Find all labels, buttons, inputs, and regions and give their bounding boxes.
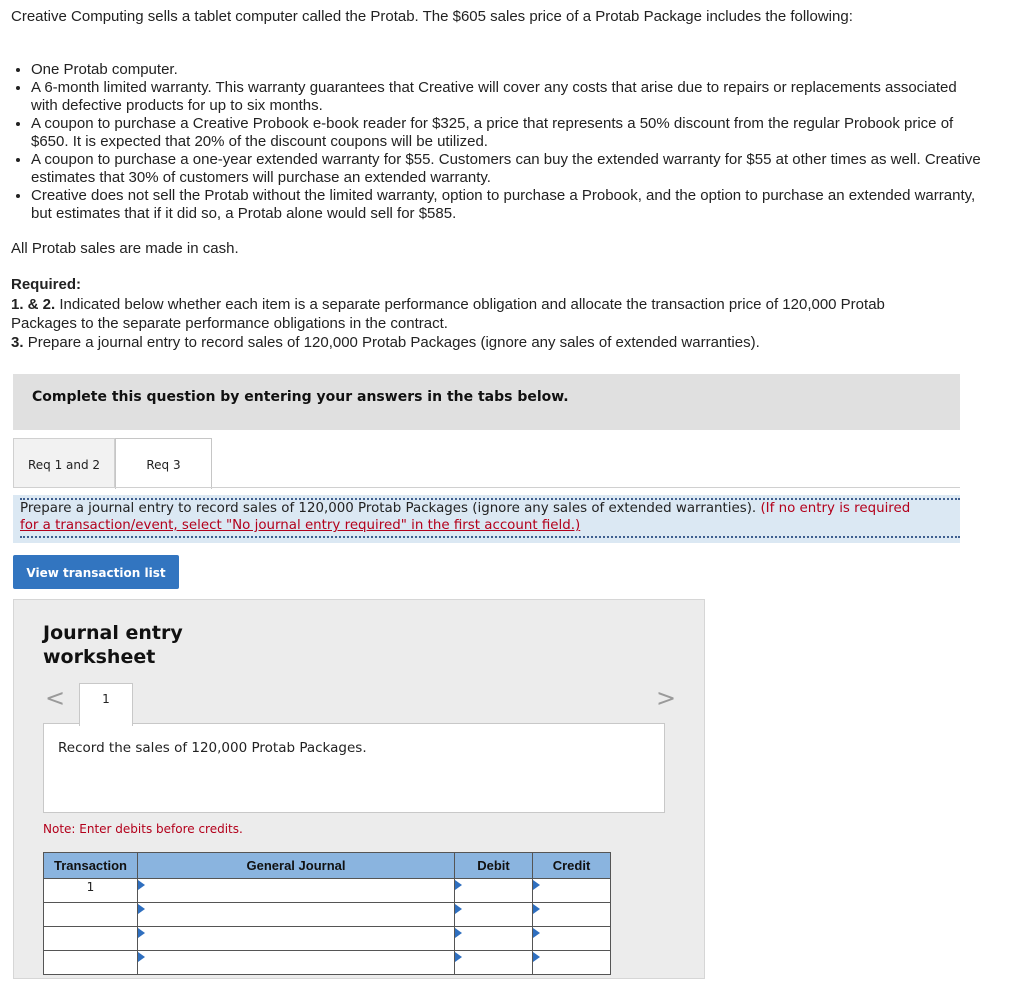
instruction-main: Prepare a journal entry to record sales of 120,000 Protab Packages (ignore any sales of extended warranties). <box>20 501 757 516</box>
transaction-description: Record the sales of 120,000 Protab Packages. <box>58 740 367 756</box>
debit-input[interactable] <box>455 927 533 951</box>
transaction-number <box>44 903 138 927</box>
debit-input[interactable] <box>455 903 533 927</box>
column-header-credit: Credit <box>533 853 611 879</box>
list-item: • A 6-month limited warranty. This warranty guarantees that Creative will cover any costs that arise due to repairs or replacements associated with defective products for up to six months. <box>31 79 981 115</box>
chevron-right-icon[interactable]: > <box>656 684 677 712</box>
table-header-row <box>44 853 611 879</box>
chevron-left-icon[interactable]: < <box>45 684 66 712</box>
table-row <box>44 879 611 903</box>
dropdown-marker-icon <box>455 880 462 890</box>
credit-input[interactable] <box>533 927 611 951</box>
dropdown-marker-icon <box>533 880 540 890</box>
question-instruction <box>13 495 960 543</box>
instruction-note-continued: for a transaction/event, select "No journal entry required" in the first account field.) <box>20 518 581 533</box>
problem-intro: Creative Computing sells a tablet computer called the Protab. The $605 sales price of a Protab Package includes the following: <box>11 8 853 25</box>
required-item-number: 1. & 2. <box>11 296 56 313</box>
account-select[interactable] <box>138 879 455 903</box>
column-header-debit: Debit <box>455 853 533 879</box>
banner-text: Complete this question by entering your answers in the tabs below. <box>32 389 569 405</box>
transaction-number: 1 <box>44 879 138 903</box>
account-select[interactable] <box>138 903 455 927</box>
dropdown-marker-icon <box>138 880 145 890</box>
required-heading: Required: <box>11 276 82 293</box>
credit-input[interactable] <box>533 903 611 927</box>
dropdown-marker-icon <box>533 952 540 962</box>
debit-input[interactable] <box>455 951 533 975</box>
dropdown-marker-icon <box>138 904 145 914</box>
dropdown-marker-icon <box>533 904 540 914</box>
transaction-number <box>44 927 138 951</box>
credit-input[interactable] <box>533 951 611 975</box>
required-item-text: Indicated below whether each item is a separate performance obligation and allocate the transaction price of 120,000 Protab Packages to the separate performance obligations in the contract. <box>11 296 885 332</box>
debit-input[interactable] <box>455 879 533 903</box>
dropdown-marker-icon <box>455 928 462 938</box>
journal-table <box>43 852 611 975</box>
list-item: • Creative does not sell the Protab without the limited warranty, option to purchase a Probook, and the option to purchase an extended warranty, but estimates that if it did so, a Protab alone would sell for $585. <box>31 187 981 223</box>
credit-input[interactable] <box>533 879 611 903</box>
column-header-transaction: Transaction <box>44 853 138 879</box>
table-row <box>44 927 611 951</box>
transaction-description-box <box>43 723 665 813</box>
instruction-note: (If no entry is required <box>760 501 911 516</box>
required-item-text: Prepare a journal entry to record sales of 120,000 Protab Packages (ignore any sales of extended warranties). <box>27 334 760 351</box>
column-header-general-journal: General Journal <box>138 853 455 879</box>
required-item-3 <box>11 333 941 352</box>
cash-sales-note: All Protab sales are made in cash. <box>11 240 239 257</box>
required-item-number: 3. <box>11 334 24 351</box>
worksheet-title: Journal entry worksheet <box>43 622 183 668</box>
dropdown-marker-icon <box>138 952 145 962</box>
dropdown-marker-icon <box>455 952 462 962</box>
tab-req-3[interactable]: Req 3 <box>115 438 212 489</box>
debit-credit-note: Note: Enter debits before credits. <box>43 822 243 836</box>
dropdown-marker-icon <box>455 904 462 914</box>
list-item: • One Protab computer. <box>31 61 981 79</box>
table-row <box>44 951 611 975</box>
worksheet-page-tab[interactable]: 1 <box>79 683 133 726</box>
dropdown-marker-icon <box>533 928 540 938</box>
account-select[interactable] <box>138 927 455 951</box>
transaction-number <box>44 951 138 975</box>
package-items-list <box>11 61 981 223</box>
instruction-text <box>20 498 960 538</box>
tab-divider <box>13 487 960 488</box>
view-transaction-list-button[interactable]: View transaction list <box>13 555 179 589</box>
instructions-banner <box>13 374 960 430</box>
account-select[interactable] <box>138 951 455 975</box>
dropdown-marker-icon <box>138 928 145 938</box>
required-item-1-2 <box>11 295 941 333</box>
table-row <box>44 903 611 927</box>
list-item: • A coupon to purchase a one-year extended warranty for $55. Customers can buy the extended warranty for $55 at other times as well. Creative estimates that 30% of customers will purchase an extended warranty. <box>31 151 981 187</box>
tab-req-1-and-2[interactable]: Req 1 and 2 <box>13 438 115 487</box>
list-item: • A coupon to purchase a Creative Probook e-book reader for $325, a price that represents a 50% discount from the regular Probook price of $650. It is expected that 20% of the discount coupons will be utilized. <box>31 115 981 151</box>
